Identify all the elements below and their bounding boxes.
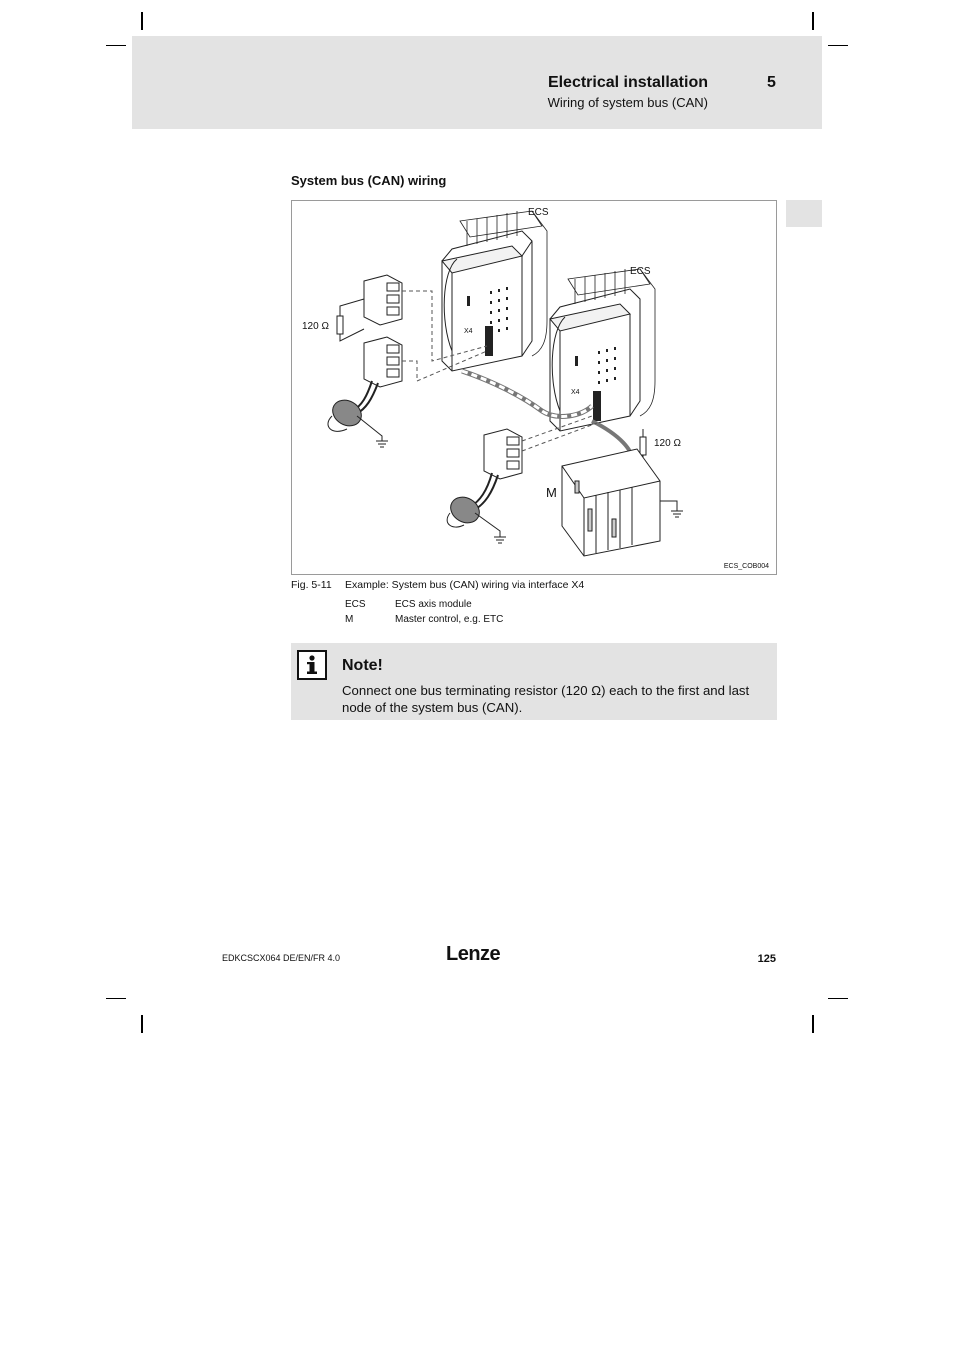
crop-mark — [812, 1015, 814, 1033]
cable-left — [328, 381, 388, 447]
page-number: 125 — [757, 953, 776, 965]
legend-value: Master control, e.g. ETC — [395, 614, 504, 625]
legend-key: ECS — [345, 599, 366, 610]
label-ecs-top: ECS — [528, 207, 549, 218]
ecs-module-mid — [550, 269, 655, 431]
chapter-title: Electrical installation — [547, 74, 708, 91]
crop-mark — [141, 1015, 143, 1033]
caption-text: Example: System bus (CAN) wiring via interface X4 — [345, 579, 585, 591]
legend-value: ECS axis module — [395, 599, 472, 610]
chapter-subtitle: Wiring of system bus (CAN) — [547, 95, 708, 110]
crop-mark — [812, 12, 814, 30]
wiring-figure — [291, 200, 777, 575]
connector-left-top — [364, 275, 402, 325]
note-box — [291, 643, 777, 720]
crop-mark — [106, 998, 126, 999]
note-text: Connect one bus terminating resistor (120 Ω) each to the first and last node of the system bus (CAN). — [342, 683, 750, 715]
caption-number: Fig. 5-11 — [291, 579, 332, 591]
crop-mark — [828, 998, 848, 999]
legend-key: M — [345, 614, 354, 625]
label-resistor-left: 120 Ω — [302, 321, 329, 332]
label-resistor-right: 120 Ω — [654, 438, 681, 449]
section-heading: System bus (CAN) wiring — [291, 173, 447, 188]
figure-id: ECS_COB004 — [723, 563, 769, 570]
footer-doc-code: EDKCSCX064 DE/EN/FR 4.0 — [222, 953, 341, 963]
label-master: M — [546, 485, 557, 500]
label-x4-top: X4 — [464, 328, 473, 335]
crop-mark — [106, 45, 126, 46]
connector-left-bottom — [364, 337, 402, 387]
side-tab-marker — [786, 200, 822, 227]
note-title: Note! — [342, 657, 383, 674]
label-x4-mid: X4 — [571, 389, 580, 396]
info-icon — [297, 650, 327, 680]
label-ecs-mid: ECS — [630, 266, 651, 277]
master-control — [562, 449, 683, 556]
crop-mark — [828, 45, 848, 46]
resistor-left — [337, 299, 364, 341]
wiring-diagram — [292, 201, 778, 576]
crop-mark — [141, 12, 143, 30]
chapter-number: 5 — [767, 74, 776, 91]
header-band — [132, 36, 822, 129]
lenze-logo: Lenze — [446, 943, 501, 965]
ecs-module-top — [442, 211, 547, 371]
